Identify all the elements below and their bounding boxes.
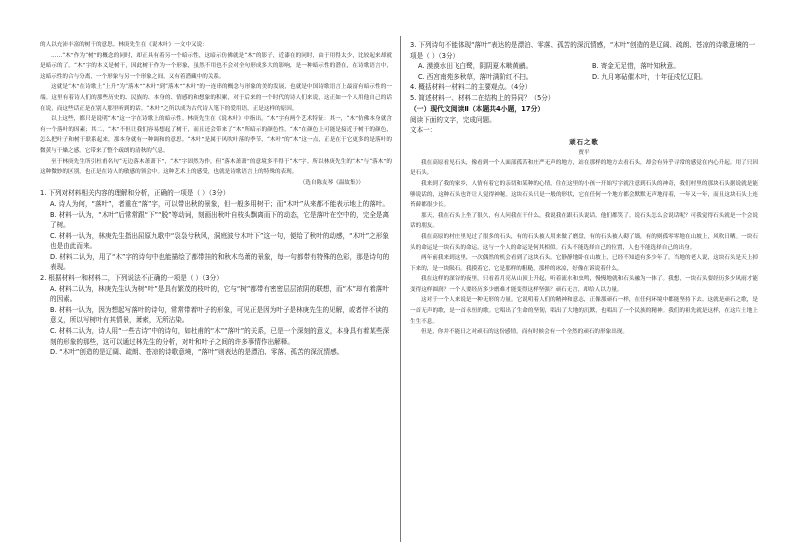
option-a: A. 漠漠水田飞白鹭，阴阴夏木啭黄鹂。 — [418, 62, 533, 71]
essay-paragraph: 我在这样的深谷的夜里，只看着月亮从山顶上升起，听着流水和虫鸣，慢慢地就和石头融为一体了。我想，一块石头要经历多少风雨才能变得这样圆润？一个人要经历多少磨难才能变得这样坚强？顽石无言，却给人以力量。 — [410, 276, 758, 293]
option-d: D. “木叶”创造的是辽阔、疏朗、苍凉的诗歌意境，“落叶”则表达的是漂泊、零落、孤苦的深沉情感。 — [50, 348, 344, 357]
essay-paragraph: 我来到了我的家乡，人情有着它的亲切和某种的心情，住在这里的小孩一开始写字就注意到石头的神奇，我们村里的那块石头据说就是能够说话的，这种石头也许让人觉得神秘。这块石头只是一般的形状，它在任何一个地方都会默默无声地待着，一年又一年，而且这块石头上连苔藓都很少长。 — [410, 180, 758, 209]
essay-title: 顽石之歌 — [569, 137, 599, 146]
text-label: 文本一： — [410, 126, 437, 135]
question-stem: 2. 根据材料一和材料二，下列说法不正确的一项是（ ）（3分） — [40, 274, 223, 283]
question-stem: 3. 下列诗句不能体现“落叶”表达的是漂泊、零落、孤苦的深沉情感，“木叶”创造的是辽阔、疏朗、苍凉的诗歌意境的一项是（ ）（3分） — [410, 41, 756, 60]
essay-author: 贾平 — [578, 149, 590, 156]
option-a: A. 诗人为何，“落叶”，者重在“落”字，可以带出秋的景象，但一般多用树干；而“木叶”从来都不能表示地上的落叶。 — [50, 199, 389, 208]
question-1 — [40, 188, 392, 273]
source-citation: （选自陈友琴《温故集》） — [299, 179, 364, 186]
essay-paragraph: 这对于一个人来说是一种无形的力量。它说明着人们的精神和意志，正像那顽石一样，在任何环境中都能坚持下去。这就是顽石之歌，是一首无声的歌，是一首永恒的歌。它唱出了生命的坚韧，唱出了大地的沉默，也唱出了一个民族的精神。我们的祖先就是这样，在这片土地上生生不息。 — [410, 297, 758, 325]
option-c: C. 材料一认为，林庚先生指出屈原九歌中“袅袅兮秋风，洞庭波兮木叶下”这一句，便给了秋叶的动感，“木叶”之形象也是由此而来。 — [50, 231, 389, 251]
question-stem: 1. 下列对材料相关内容的理解和分析，正确的一项是（ ）（3分） — [40, 189, 230, 198]
question-3 — [410, 40, 758, 61]
option-b: B. 材料一认为，“木叶”后常常跟“下”“脱”等动词，刻画出秋叶自枝头飘离而下的动态，它是落叶在空中的，完全是离了树。 — [50, 210, 390, 230]
column-divider — [400, 36, 401, 542]
essay-paragraph: 两年前我来到这里，一次偶然的机会看到了这块石头。它静静地卧在山坡上，已经不知道有多少年了。当地的老人说，这块石头是天上掉下来的，是一块陨石。我摸着它，它是那样的粗糙，那样的冰凉，好像在诉说着什么。 — [410, 255, 758, 272]
intro-paragraph: 的人以充沛丰富的树干的意思。林庚先生在《说木叶》一文中又说： — [40, 42, 208, 48]
option-b: B. 材料一认为，因为想起写落叶的诗句，常常带着叶子的形象，可见正是因为叶子是林庚先生的见解，或者伴不读的意义，所以写树叶有其情景，萧索，无所沾染。 — [50, 305, 389, 325]
reading-instruction: 阅读下面的文字，完成问题。 — [410, 115, 496, 124]
essay-paragraph: 我在高原的村庄里见过了很多的石头，有的石头被人用来做了磨盘，有的石头被人砌了墙，有的则孤零零地在山坡上，风吹日晒。一块石头的命运是一块石头的命运，这与一个人的命运是何其相似。石头不能选择自己的位置，人也不能选择自己的出身。 — [410, 233, 758, 251]
option-d: D. 九月寒砧催木叶，十年征戍忆辽阳。 — [592, 72, 707, 81]
essay-paragraph: 但是，你并不能日之对顽石的这份感情，而有时候会有一个全然的顽石的形象出现。 — [421, 329, 628, 336]
question-4: 4. 概括材料一材料二的主要观点。（4分） — [410, 83, 532, 92]
option-c: C. 材料二认为，诗人用“一些古诗”中的诗句，如杜甫的“木”“落叶”的关系，已是一个深刻的意义，本身具有着某些深刻的形象的那些，这可以通过林先生的分析，对叶和叶子之间的许多事情作出解释。 — [50, 327, 390, 346]
section-heading: （一）现代文阅读Ⅱ（本题共4小题，17分） — [410, 104, 545, 113]
option-b: B. 寄金无足惜，落叶知秋意。 — [592, 62, 680, 71]
passage-paragraph: 以上这些，都只是说明“木”这一字在诗歌上的暗示性。林庚先生在《说木叶》中指出，“木”字有两个艺术特征：其一，“木”仿佛本身就含有一个落叶的因素；其二，“木”不但让我们容易想起了树干，而且还会带来了“木”所暗示的颜色性。“木”在颜色上可能是接近于树干的颜色，怎么把叶子和树干联系起来，那本身就有一种调和的意思。“木叶”是属于风吹叶落的季节，“木叶”的“木”这一点，正是在于它更多的是落叶的微黄与干燥之感，它带来了整个疏朗的清秋的气息。 — [40, 116, 392, 154]
option-c: C. 西宫南苑多秋草，落叶满阶红不扫。 — [418, 72, 533, 81]
essay-paragraph: 我在高原看见石头，像看到一个人面部孤苦和庄严无声的地方，站在那样的地方去看石头，却会有异乎寻常的感觉在内心升起。用了只因是石头。 — [410, 159, 758, 177]
essay-paragraph: 那天，我在石头上坐了很久，有人问我在干什么，我说我在跟石头说话。他们都笑了。说石头怎么会说话呢？可我觉得石头就是一个会说话的朋友。 — [410, 212, 758, 230]
option-a: A. 材料二认为，林庚先生认为树“叶”是具有繁茂的枝叶的，它与“树”都带有密密层层浓阴的联想，而“木”却有着落叶的因素。 — [50, 284, 389, 304]
passage-paragraph: 这就是“木”在诗歌上“上升”为“落木”“木叶”到“落木”“木叶”的一连串的概念与形象的美的发展，也就是中国诗歌语言上最富有暗示性的一端。这里有着诗人们的那些历史的、民族的、本身的、情感的和想象的积累，对于后来的一个时代的诗人们来说，这正如一个人用他自己的话在说，而这些话正是在别人那里听到的话。“木叶”之所以成为古代诗人笔下的爱用语，正是这样的原因。 — [40, 84, 392, 112]
option-d: D. 材料二认为，用了“木”字的诗句中也能描绘了都带挂的和秋木鸟萧的景象，每一句都带有特殊的色彩，那是诗句的表现。 — [50, 252, 390, 272]
passage-paragraph: 至于林庚先生所引杜甫名句“无边落木萧萧下”，“木”字固然为作，但“落木萧萧”的意境多半得于“木”字。所以林庚先生的“木”与“落木”的这种微妙的区别，也正是在诗人的敏感的领会中。这种艺术上的感受，也就是诗歌语言上的特殊的表现。 — [40, 158, 392, 176]
right-column — [410, 40, 758, 338]
passage-paragraph: ……“木”作为“树”的概念的同时，却正具有着另一个暗示性，这暗示仿佛就是“木”的影子，近漆在的同时，由于用得太少，比较起来却就是暗示的了。“木”字的本义是树干，因此树干作为一个形象，虽然不用也不会对全句形成多大的影响，是一种暗示性的潜在，在诗歌语言中，这暗示性的合与分离，一个形象与另一个形象之间，又有着潜藏中的关系。 — [40, 52, 392, 80]
question-2 — [40, 273, 392, 358]
question-3-options — [410, 61, 758, 82]
left-column — [40, 40, 392, 358]
question-5: 5. 简述材料一、材料二在结构上的异同？（5分） — [410, 93, 555, 102]
